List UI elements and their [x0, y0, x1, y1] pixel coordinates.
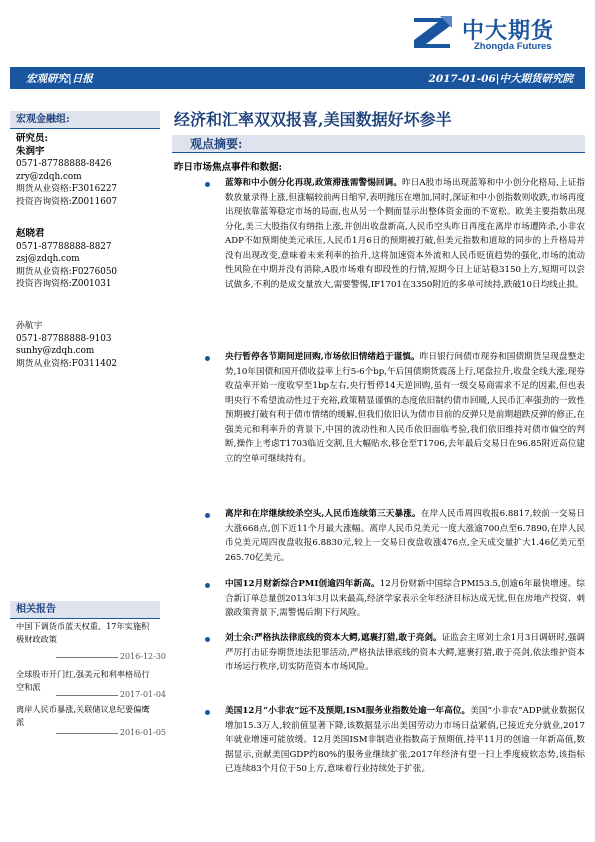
paragraph-heading: 央行暂停各节期间逆回购,市场依旧情绪趋于谨慎。	[225, 352, 420, 362]
analyst-email[interactable]: zry@zdqh.com	[16, 171, 82, 182]
paragraph-3	[225, 507, 585, 565]
related-report-date: 2017-01-04	[16, 690, 166, 699]
bullet-icon	[205, 513, 210, 518]
related-report-line: 中国下调货币蓝天权重、17年实施积	[16, 621, 150, 631]
analyst-license: 期货从业资格:F0311402	[16, 358, 118, 369]
bullet-icon	[205, 182, 210, 187]
paragraph-4	[225, 577, 585, 621]
paragraph-heading: 离岸和在岸继续绞杀空头,人民币连续第三天暴涨。	[225, 509, 421, 519]
analyst-phone: 0571-87788888-9103	[16, 333, 112, 344]
paragraph-6	[225, 704, 585, 777]
related-report-line: 全球股市开门红,强美元和利率格局行	[16, 669, 150, 679]
analyst-email[interactable]: zsj@zdqh.com	[16, 254, 80, 264]
bullet-icon	[205, 710, 210, 715]
analyst-advisor: 投资咨询资格:Z001031	[16, 279, 112, 289]
related-report-line: 离岸人民币暴涨,关联储议息纪要偏鹰	[16, 704, 150, 714]
paragraph-2	[225, 350, 585, 466]
zhongda-logo-icon	[410, 14, 454, 52]
analyst-name: 赵晓君	[16, 228, 45, 239]
paragraph-body: 证监会主席刘士余1月3日调研时,强调严厉打击证券期货违法犯罪活动,严格执法律底线的资本大鳄,遮裹打猎,敢于亮剑,依法维护资本市场运行秩序,切实防范资本市场风险。	[225, 633, 585, 672]
paragraph-heading: 蓝筹和中小创分化再现,政策滞涨需警惕回调。	[225, 178, 403, 188]
analyst-license: 期货从业资格:F3016227	[16, 184, 118, 194]
related-report-1[interactable]	[16, 620, 162, 645]
brand-name-cn: 中大期货	[462, 19, 555, 44]
report-date: 2017-01-06|中大期货研究院	[428, 73, 573, 85]
related-report-line: 极财政政策	[16, 633, 57, 644]
related-report-line: 派	[16, 716, 25, 727]
team-title: 宏观金融组:	[10, 111, 160, 128]
analyst-name: 孙航宇	[16, 321, 43, 331]
analyst-name: 朱润宇	[16, 145, 45, 157]
bullet-icon	[205, 583, 210, 588]
related-report-line: 空和派	[16, 681, 41, 692]
analyst-advisor: 投资咨询资格:Z0011607	[16, 196, 118, 207]
paragraph-1	[225, 176, 585, 292]
related-title: 相关报告	[10, 601, 160, 618]
paragraph-body: 12月份财新中国综合PMI53.5,创逾6年最快增速。综合新订单总量创2013年3月以来最高,经济学家表示全年经济目标达成无忧,但在房地产投资、刺激政策背景下,需警惕后期下行风险。	[225, 579, 585, 618]
analyst-phone: 0571-87788888-8827	[16, 241, 112, 252]
paragraph-5	[225, 631, 585, 675]
bullet-icon	[205, 356, 210, 361]
paragraph-heading: 中国12月财新综合PMI创逾四年新高。	[225, 579, 380, 589]
paragraph-body: 美国“小非农”ADP就业数据仅增加15.3万人,较前值显著下降,该数据显示出美国劳动力市场日益紧俏,已接近充分就业,2017年就业增速可能放缓。12月美国ISM非制造业指数高于预期值,持平11月的创逾一年新高值,数据显示,贡献美国GDP约80%的服务业继续扩张,2017年经济有望一扫上季度疲软态势,该指标已连续83个月位于50上方,意味着行业持续处于扩张。	[225, 706, 585, 774]
brand-name-en: Zhongda Futures	[474, 41, 552, 52]
paragraph-heading: 刘士余:严格执法律底线的资本大鳄,遮裹打猎,敢于亮剑。	[225, 633, 442, 643]
related-report-date: 2016-01-05	[16, 728, 166, 737]
report-type: 宏观研究|日报	[26, 73, 93, 85]
page-title: 经济和汇率双双报喜,美国数据好坏参半	[174, 110, 452, 129]
related-report-3[interactable]	[16, 703, 162, 728]
bullet-icon	[205, 637, 210, 642]
paragraph-body: 昨日A股市场出现蓝筹和中小创分化格局,上证指数放量录得上涨,但涨幅较前两日缩窄,表明抛压在增加,同时,深证和中小创指数则收跌,市场再度出现依靠蓝筹稳定市场的局面,也从另一个侧面显示出整体资金面的不宽松。欧美主要指数出现分化,美三大股指仅有纳指上涨,并创出收盘新高,人民币空头昨日再度在离岸市场遭阵杀,小非农ADP不如预期使美元承压,人民币1月6日的预期被打破,但美元指数和道琼的同步的上升格局并没有出现改变,意味着未来利率的抬升,这将加速资本外流和人民币贬值趋势的强化,市场的流动性风险在中期并没有消除,A股市场难有即段性的行情,短期今日上证站稳3150上方,短期可以尝试做多,不利的是成交量放大,需要警惕,IF1701在3350附近的多单可续持,跌破10日均线止损。	[225, 178, 585, 290]
related-title-rule	[10, 618, 160, 619]
paragraph-heading: 美国12月“小非农”远不及预期,ISM服务业指数处逾一年高位。	[225, 706, 471, 716]
related-report-date: 2016-12-30	[16, 652, 166, 661]
team-title-rule	[10, 128, 160, 129]
analyst-license: 期货从业资格:F0276050	[16, 266, 118, 277]
analyst-block-3	[16, 320, 117, 370]
researcher-label: 研究员:	[16, 133, 49, 144]
analyst-block-2	[16, 228, 117, 291]
analyst-email[interactable]: sunhy@zdqh.com	[16, 346, 95, 356]
analyst-phone: 0571-87788888-8426	[16, 159, 112, 169]
paragraph-body: 在岸人民币周四收报6.8817,较前一交易日大涨668点,创下近11个月最大涨幅。离岸人民币兑美元一度大涨逾700点至6.7890,在岸人民币兑美元周四夜盘收报6.8830元,较上一交易日夜盘收涨476点,全天成交量扩大1.46亿美元至265.70亿美元。	[225, 509, 585, 563]
analyst-block-1	[16, 133, 117, 208]
paragraph-body: 昨日银行间债市现券和国债期货呈现盘整走势,10年国债和国开债收益率上行5-6个bp,午后国债期货震荡上行,尾盘拉升,收盘全线大涨,现券收益率开始一度收窄至1bp左右,央行暂停14天逆回购,虽有一级交易商需求不足的因素,但也表明央行不希望流动性过于充裕,政策精显谨慎的态度依旧制约债市回暖,人民币汇率强劲的一致性预期被打破有利于债市情绪的缓解,但我们依旧认为债市目前的反弹只是前期超跌反弹的修正,在强美元和利率升的背景下,中国的流动性和人民币依旧面临考验,我们依旧维持对债市偏空的判断,操作上考虑T1703临近交割,且大幅贴水,移仓至T1706,去年最后交易日在96.85附近高位建立的空单可继续持有。	[225, 352, 585, 464]
abstract-title: 观点摘要:	[172, 135, 585, 153]
section-label: 昨日市场焦点事件和数据:	[174, 162, 283, 173]
